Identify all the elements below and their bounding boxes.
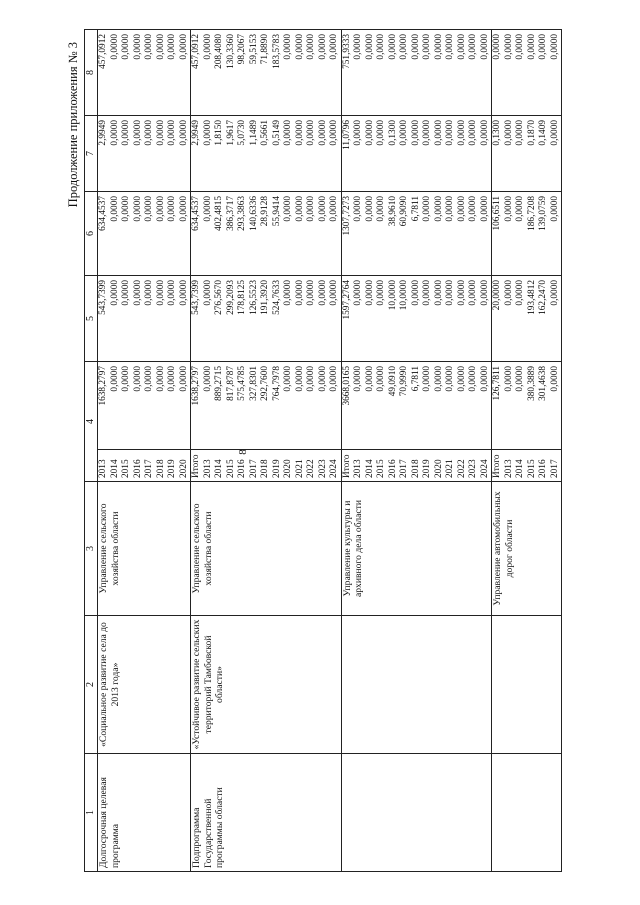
extra-budget-value: 0,0000	[167, 34, 177, 60]
local-budget-column	[191, 116, 342, 192]
extra-budget-value: 0,0000	[353, 34, 363, 60]
federal-budget-value: 0,0000	[178, 280, 189, 306]
extra-budget-value: 0,0000	[526, 34, 537, 60]
extra-budget-value: 0,0000	[376, 34, 386, 60]
extra-budget-value: 71,8890	[260, 34, 270, 65]
federal-budget-value: 0,0000	[410, 280, 421, 306]
total-funding-value: 0,0000	[132, 366, 143, 392]
total-funding-value: 3668,0165	[341, 366, 352, 406]
extra-budget-column	[341, 30, 492, 116]
year-value: 2016	[132, 459, 143, 478]
local-budget-value: 0,0000	[364, 120, 375, 146]
regional-budget-value: 0,0000	[468, 196, 478, 222]
total-funding-value: 0,0000	[353, 366, 363, 392]
year-value: 2022	[456, 459, 467, 478]
col-header-6: 6	[85, 192, 98, 276]
year-value: Итого	[341, 454, 352, 478]
federal-budget-value: 0,0000	[202, 280, 213, 306]
year-column	[492, 450, 562, 482]
regional-budget-value: 139,0759	[538, 196, 548, 231]
regional-budget-value: 0,0000	[364, 196, 375, 222]
federal-budget-value: 0,0000	[549, 280, 560, 306]
col-header-1: 1	[85, 754, 98, 872]
extra-budget-value: 0,0000	[515, 34, 525, 60]
total-funding-value: 764,7978	[271, 366, 282, 401]
total-funding-value: 0,0000	[202, 366, 213, 392]
local-budget-column	[341, 116, 492, 192]
total-funding-value: 575,4785	[237, 366, 247, 401]
executor-cell: Управление сельского хозяйства области	[98, 482, 191, 616]
federal-budget-value: 0,0000	[155, 280, 166, 306]
total-funding-value: 0,0000	[294, 366, 305, 392]
program-group-row	[191, 30, 342, 872]
year-value: 2014	[214, 459, 224, 478]
regional-budget-value: 0,0000	[353, 196, 363, 222]
total-funding-value: 0,0000	[549, 366, 560, 392]
local-budget-value: 0,0000	[329, 120, 339, 146]
extra-budget-value: 457,0912	[191, 34, 201, 69]
total-funding-value: 380,3889	[526, 366, 537, 401]
federal-budget-value: 0,0000	[364, 280, 375, 306]
year-value: 2013	[353, 459, 363, 478]
federal-budget-value: 543,7399	[191, 280, 201, 315]
extra-budget-value: 0,0000	[399, 34, 409, 60]
year-value: 2015	[225, 459, 236, 478]
local-budget-value: 1,1489	[248, 120, 259, 146]
program-name-cell	[492, 616, 562, 754]
extra-budget-value: 59,5153	[248, 34, 259, 65]
program-name-cell	[341, 616, 492, 754]
col-header-3: 3	[85, 482, 98, 616]
year-value: 2016	[387, 459, 398, 478]
federal-budget-value: 0,0000	[515, 280, 525, 306]
federal-budget-value: 0,0000	[167, 280, 177, 306]
year-value: 2024	[329, 459, 339, 478]
regional-budget-value: 0,0000	[329, 196, 339, 222]
federal-budget-value: 126,5523	[248, 280, 259, 315]
extra-budget-value: 0,0000	[479, 34, 490, 60]
extra-budget-value: 130,3360	[225, 34, 236, 69]
federal-budget-value: 0,0000	[456, 280, 467, 306]
total-funding-column	[492, 362, 562, 450]
total-funding-value: 0,0000	[515, 366, 525, 392]
extra-budget-value: 0,0000	[178, 34, 189, 60]
regional-budget-value: 0,0000	[456, 196, 467, 222]
col-header-5: 5	[85, 276, 98, 362]
local-budget-value: 0,5149	[271, 120, 282, 146]
total-funding-value: 70,9990	[399, 366, 409, 397]
extra-budget-column	[492, 30, 562, 116]
local-budget-value: 0,0000	[468, 120, 478, 146]
extra-budget-value: 0,0000	[283, 34, 293, 60]
extra-budget-value: 0,0000	[132, 34, 143, 60]
regional-budget-value: 1307,7273	[341, 196, 352, 236]
regional-budget-value: 0,0000	[155, 196, 166, 222]
year-value: 2014	[515, 459, 525, 478]
year-value: 2019	[271, 459, 282, 478]
federal-budget-value: 0,0000	[283, 280, 293, 306]
federal-budget-value: 0,0000	[503, 280, 514, 306]
federal-budget-column	[191, 276, 342, 362]
budget-table	[84, 29, 562, 872]
federal-budget-value: 0,0000	[132, 280, 143, 306]
total-funding-value: 1638,2797	[98, 366, 108, 406]
extra-budget-value: 751,9333	[341, 34, 352, 69]
year-value: 2022	[306, 459, 316, 478]
local-budget-value: 0,0000	[456, 120, 467, 146]
year-value: 2017	[549, 459, 560, 478]
year-value: 2018	[410, 459, 421, 478]
regional-budget-value: 106,6511	[492, 196, 502, 231]
federal-budget-value: 20,0000	[492, 280, 502, 311]
year-value: 2017	[399, 459, 409, 478]
total-funding-value: 327,8301	[248, 366, 259, 401]
total-funding-value: 0,0000	[503, 366, 514, 392]
extra-budget-value: 0,0000	[306, 34, 316, 60]
local-budget-value: 0,0000	[399, 120, 409, 146]
federal-budget-value: 0,0000	[329, 280, 339, 306]
regional-budget-value: 28,9128	[260, 196, 270, 227]
total-funding-value: 0,0000	[317, 366, 328, 392]
program-name-cell: «Социальное развитие села до 2013 года»	[98, 616, 191, 754]
local-budget-value: 0,1409	[538, 120, 548, 146]
total-funding-column	[341, 362, 492, 450]
year-value: 2014	[364, 459, 375, 478]
federal-budget-value: 0,0000	[479, 280, 490, 306]
executor-cell: Управление культуры и архивного дела области	[341, 482, 492, 616]
regional-budget-value: 0,0000	[479, 196, 490, 222]
extra-budget-value: 98,2067	[237, 34, 247, 65]
total-funding-value: 0,0000	[422, 366, 432, 392]
regional-budget-value: 0,0000	[433, 196, 444, 222]
appendix-caption: Продолжение приложения № 3	[66, 42, 80, 208]
regional-budget-value: 186,7208	[526, 196, 537, 231]
program-type-cell: Долгосрочная целевая программа	[98, 754, 191, 872]
local-budget-value: 0,0000	[376, 120, 386, 146]
federal-budget-value: 0,0000	[294, 280, 305, 306]
col-header-7: 7	[85, 116, 98, 192]
local-budget-value: 0,0000	[109, 120, 120, 146]
local-budget-value: 0,0000	[121, 120, 131, 146]
total-funding-value: 0,0000	[479, 366, 490, 392]
local-budget-value: 0,0000	[306, 120, 316, 146]
regional-budget-column	[492, 192, 562, 276]
local-budget-value: 0,0000	[283, 120, 293, 146]
federal-budget-column	[341, 276, 492, 362]
year-value: 2018	[260, 459, 270, 478]
local-budget-value: 0,0000	[178, 120, 189, 146]
year-value: 2014	[109, 459, 120, 478]
local-budget-value: 0,0000	[167, 120, 177, 146]
total-funding-value: 0,0000	[144, 366, 154, 392]
federal-budget-value: 0,0000	[144, 280, 154, 306]
federal-budget-value: 524,7633	[271, 280, 282, 315]
extra-budget-value: 0,0000	[387, 34, 398, 60]
regional-budget-value: 402,4815	[214, 196, 224, 231]
total-funding-value: 0,0000	[121, 366, 131, 392]
year-value: 2018	[155, 459, 166, 478]
regional-budget-value: 386,3717	[225, 196, 236, 231]
local-budget-column	[98, 116, 191, 192]
federal-budget-column	[98, 276, 191, 362]
local-budget-value: 0,0000	[549, 120, 560, 146]
regional-budget-column	[341, 192, 492, 276]
local-budget-value: 0,0000	[294, 120, 305, 146]
year-column	[341, 450, 492, 482]
regional-budget-value: 6,7811	[410, 196, 421, 222]
col-header-4: 4	[85, 362, 98, 482]
federal-budget-value: 0,0000	[376, 280, 386, 306]
total-funding-value: 0,0000	[445, 366, 455, 392]
total-funding-value: 0,0000	[456, 366, 467, 392]
col-header-8: 8	[85, 30, 98, 116]
year-value: 2024	[479, 459, 490, 478]
extra-budget-value: 0,0000	[549, 34, 560, 60]
local-budget-value: 0,5661	[260, 120, 270, 146]
year-value: 2021	[445, 459, 455, 478]
total-funding-value: 6,7811	[410, 366, 421, 392]
local-budget-column	[492, 116, 562, 192]
year-value: 2020	[283, 459, 293, 478]
federal-budget-value: 0,0000	[353, 280, 363, 306]
regional-budget-value: 0,0000	[167, 196, 177, 222]
regional-budget-value: 0,0000	[109, 196, 120, 222]
local-budget-value: 0,0000	[353, 120, 363, 146]
extra-budget-value: 0,0000	[144, 34, 154, 60]
extra-budget-column	[98, 30, 191, 116]
federal-budget-value: 276,5670	[214, 280, 224, 315]
year-column	[98, 450, 191, 482]
total-funding-value: 292,7600	[260, 366, 270, 401]
year-value: 2015	[526, 459, 537, 478]
extra-budget-value: 0,0000	[364, 34, 375, 60]
total-funding-value: 1638,2797	[191, 366, 201, 406]
extra-budget-value: 0,0000	[155, 34, 166, 60]
extra-budget-value: 0,0000	[109, 34, 120, 60]
regional-budget-value: 0,0000	[549, 196, 560, 222]
local-budget-value: 0,0000	[155, 120, 166, 146]
rotated-sheet	[64, 30, 604, 872]
extra-budget-value: 0,0000	[492, 34, 502, 60]
local-budget-value: 0,1870	[526, 120, 537, 146]
total-funding-column	[191, 362, 342, 450]
regional-budget-value: 0,0000	[376, 196, 386, 222]
total-funding-value: 889,2715	[214, 366, 224, 401]
local-budget-value: 0,1300	[492, 120, 502, 146]
column-number-row	[85, 30, 98, 872]
program-name-cell: «Устойчивое развитие сельских территорий Тамбовской области»	[191, 616, 342, 754]
year-value: 2015	[376, 459, 386, 478]
local-budget-value: 2,9949	[191, 120, 201, 146]
year-value: 2017	[144, 459, 154, 478]
federal-budget-value: 10,0000	[387, 280, 398, 311]
extra-budget-value: 457,0912	[98, 34, 108, 69]
total-funding-value: 0,0000	[167, 366, 177, 392]
regional-budget-value: 140,6336	[248, 196, 259, 231]
federal-budget-value: 0,0000	[422, 280, 432, 306]
federal-budget-value: 0,0000	[468, 280, 478, 306]
extra-budget-value: 0,0000	[445, 34, 455, 60]
year-value: 2013	[503, 459, 514, 478]
total-funding-value: 0,0000	[155, 366, 166, 392]
extra-budget-value: 0,0000	[433, 34, 444, 60]
year-value: 2019	[422, 459, 432, 478]
year-value: 2019	[167, 459, 177, 478]
extra-budget-value: 0,0000	[410, 34, 421, 60]
total-funding-value: 0,0000	[329, 366, 339, 392]
year-value: 2013	[98, 459, 108, 478]
total-funding-value: 0,0000	[376, 366, 386, 392]
extra-budget-value: 0,0000	[329, 34, 339, 60]
federal-budget-value: 0,0000	[121, 280, 131, 306]
extra-budget-value: 0,0000	[503, 34, 514, 60]
year-value: 2017	[248, 459, 259, 478]
federal-budget-value: 191,3920	[260, 280, 270, 315]
regional-budget-value: 0,0000	[283, 196, 293, 222]
regional-budget-value: 0,0000	[515, 196, 525, 222]
year-column	[191, 450, 342, 482]
local-budget-value: 0,1300	[387, 120, 398, 146]
extra-budget-column	[191, 30, 342, 116]
year-value: 2020	[178, 459, 189, 478]
regional-budget-value: 0,0000	[178, 196, 189, 222]
year-value: 2023	[317, 459, 328, 478]
local-budget-value: 5,0730	[237, 120, 247, 146]
extra-budget-value: 183,5783	[271, 34, 282, 69]
regional-budget-value: 0,0000	[294, 196, 305, 222]
year-value: 2023	[468, 459, 478, 478]
local-budget-value: 0,0000	[410, 120, 421, 146]
local-budget-value: 11,0796	[341, 120, 352, 150]
year-value: 2016	[237, 459, 247, 478]
total-funding-value: 0,0000	[468, 366, 478, 392]
federal-budget-value: 1597,2764	[341, 280, 352, 320]
year-value: 2016	[538, 459, 548, 478]
regional-budget-value: 0,0000	[306, 196, 316, 222]
regional-budget-value: 0,0000	[202, 196, 213, 222]
extra-budget-value: 0,0000	[422, 34, 432, 60]
federal-budget-value: 10,0000	[399, 280, 409, 311]
local-budget-value: 0,0000	[515, 120, 525, 146]
page-number: 8	[236, 449, 249, 455]
regional-budget-value: 0,0000	[445, 196, 455, 222]
program-type-cell	[341, 754, 492, 872]
year-value: Итого	[492, 454, 502, 478]
local-budget-value: 0,0000	[503, 120, 514, 146]
total-funding-value: 301,4638	[538, 366, 548, 401]
regional-budget-value: 55,9414	[271, 196, 282, 227]
local-budget-value: 2,9949	[98, 120, 108, 146]
federal-budget-value: 0,0000	[445, 280, 455, 306]
program-group-row	[492, 30, 562, 872]
total-funding-value: 0,0000	[283, 366, 293, 392]
regional-budget-value: 293,3863	[237, 196, 247, 231]
year-value: 2021	[294, 459, 305, 478]
col-header-2: 2	[85, 616, 98, 754]
total-funding-value: 0,0000	[109, 366, 120, 392]
federal-budget-value: 0,0000	[109, 280, 120, 306]
program-group-row	[98, 30, 191, 872]
program-type-cell	[492, 754, 562, 872]
regional-budget-column	[98, 192, 191, 276]
extra-budget-value: 0,0000	[294, 34, 305, 60]
local-budget-value: 1,9617	[225, 120, 236, 146]
federal-budget-value: 543,7399	[98, 280, 108, 315]
federal-budget-column	[492, 276, 562, 362]
executor-cell: Управление сельского хозяйства области	[191, 482, 342, 616]
local-budget-value: 0,0000	[479, 120, 490, 146]
total-funding-value: 49,0910	[387, 366, 398, 397]
total-funding-value: 126,7811	[492, 366, 502, 401]
total-funding-value: 817,8787	[225, 366, 236, 401]
local-budget-value: 0,0000	[132, 120, 143, 146]
local-budget-value: 0,0000	[445, 120, 455, 146]
federal-budget-value: 178,8125	[237, 280, 247, 315]
extra-budget-value: 208,4080	[214, 34, 224, 69]
program-group-row	[341, 30, 492, 872]
extra-budget-value: 0,0000	[456, 34, 467, 60]
extra-budget-value: 0,0000	[317, 34, 328, 60]
regional-budget-value: 0,0000	[121, 196, 131, 222]
regional-budget-value: 0,0000	[503, 196, 514, 222]
federal-budget-value: 299,2093	[225, 280, 236, 315]
total-funding-value: 0,0000	[306, 366, 316, 392]
regional-budget-value: 0,0000	[144, 196, 154, 222]
federal-budget-value: 193,4812	[526, 280, 537, 315]
total-funding-value: 0,0000	[364, 366, 375, 392]
federal-budget-value: 0,0000	[317, 280, 328, 306]
extra-budget-value: 0,0000	[468, 34, 478, 60]
executor-cell: Управление автомобильных дорог области	[492, 482, 562, 616]
year-value: 2020	[433, 459, 444, 478]
year-value: 2013	[202, 459, 213, 478]
extra-budget-value: 0,0000	[202, 34, 213, 60]
regional-budget-value: 60,9090	[399, 196, 409, 227]
local-budget-value: 0,0000	[433, 120, 444, 146]
year-value: 2015	[121, 459, 131, 478]
federal-budget-value: 162,2470	[538, 280, 548, 315]
regional-budget-value: 0,0000	[422, 196, 432, 222]
year-value: Итого	[191, 454, 201, 478]
extra-budget-value: 0,0000	[538, 34, 548, 60]
federal-budget-value: 0,0000	[433, 280, 444, 306]
regional-budget-value: 0,0000	[317, 196, 328, 222]
local-budget-value: 0,0000	[202, 120, 213, 146]
local-budget-value: 0,0000	[422, 120, 432, 146]
regional-budget-value: 634,4537	[98, 196, 108, 231]
regional-budget-value: 634,4537	[191, 196, 201, 231]
local-budget-value: 0,0000	[317, 120, 328, 146]
local-budget-value: 1,8150	[214, 120, 224, 146]
program-type-cell: Подпрограмма Государственной программы области	[191, 754, 342, 872]
total-funding-column	[98, 362, 191, 450]
extra-budget-value: 0,0000	[121, 34, 131, 60]
federal-budget-value: 0,0000	[306, 280, 316, 306]
total-funding-value: 0,0000	[433, 366, 444, 392]
local-budget-value: 0,0000	[144, 120, 154, 146]
regional-budget-column	[191, 192, 342, 276]
total-funding-value: 0,0000	[178, 366, 189, 392]
regional-budget-value: 38,9610	[387, 196, 398, 227]
regional-budget-value: 0,0000	[132, 196, 143, 222]
